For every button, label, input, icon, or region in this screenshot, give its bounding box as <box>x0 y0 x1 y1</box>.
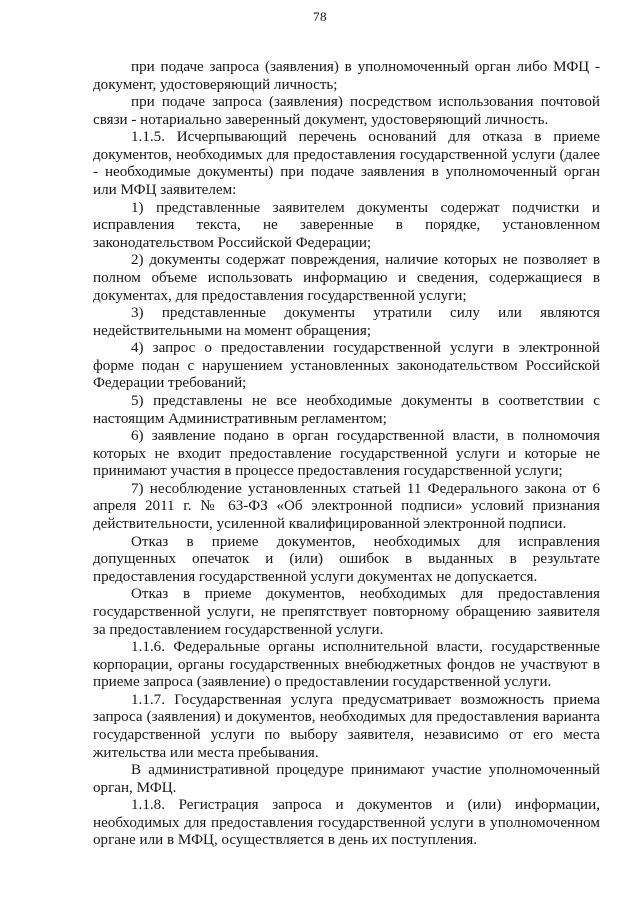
list-item-3: 3) представленные документы утратили силу или являются недействительными на момент обращения; <box>93 305 600 339</box>
paragraph-participants: В административной процедуре принимают участие уполномоченный орган, МФЦ. <box>93 762 600 796</box>
list-item-1: 1) представленные заявителем документы содержат подчистки и исправления текста, не заверенные в порядке, установленном законодательством Российской Федерации; <box>93 199 600 251</box>
paragraph-section-1-1-8: 1.1.8. Регистрация запроса и документов и (или) информации, необходимых для предоставления государственной услуги в уполномоченном органе или в МФЦ, осуществляется в день их поступления. <box>93 797 600 849</box>
list-item-5: 5) представлены не все необходимые документы в соответствии с настоящим Административным регламентом; <box>93 392 600 427</box>
list-item-7: 7) несоблюдение установленных статьей 11 Федерального закона от 6 апреля 2011 г. № 63-ФЗ «Об электронной подписи» условий признания действительности, усиленной квалифицированной электронной подписи. <box>93 480 600 533</box>
page-number: 78 <box>313 9 327 24</box>
paragraph-identity-document-mail: при подаче запроса (заявления) посредством использования почтовой связи - нотариально заверенный документ, удостоверяющий личность. <box>93 94 600 128</box>
paragraph-refusal-corrections: Отказ в приеме документов, необходимых для исправления допущенных опечаток и (или) ошибок в выданных в результате предоставления государственной услуги документах не допускается. <box>93 533 600 585</box>
list-item-4: 4) запрос о предоставлении государственной услуги в электронной форме подан с нарушением установленных законодательством Российской Федерации требований; <box>93 340 600 392</box>
paragraph-refusal-reapply: Отказ в приеме документов, необходимых для предоставления государственной услуги, не препятствует повторному обращению заявителя за предоставлением государственной услуги. <box>93 586 600 638</box>
paragraph-section-1-1-7: 1.1.7. Государственная услуга предусматривает возможность приема запроса (заявления) и документов, необходимых для предоставления варианта государственной услуги по выбору заявителя, независимо от его места жительства или места пребывания. <box>93 691 600 761</box>
document-body <box>93 59 600 850</box>
list-item-2: 2) документы содержат повреждения, наличие которых не позволяет в полном объеме использовать информацию и сведения, содержащиеся в документах, для предоставления государственной услуги; <box>93 252 600 304</box>
list-item-6: 6) заявление подано в орган государственной власти, в полномочия которых не входит предоставление государственной услуги и которые не принимают участия в процессе предоставления государственной услуги; <box>93 428 600 480</box>
paragraph-section-1-1-6: 1.1.6. Федеральные органы исполнительной власти, государственные корпорации, органы государственных внебюджетных фондов не участвуют в приеме запроса (заявление) о предоставлении государственной услуги. <box>93 639 600 691</box>
paragraph-section-1-1-5: 1.1.5. Исчерпывающий перечень оснований для отказа в приеме документов, необходимых для предоставления государственной услуги (далее - необходимые документы) при подаче заявления в уполномоченный орган или МФЦ заявителем: <box>93 129 600 199</box>
paragraph-identity-document-office: при подаче запроса (заявления) в уполномоченный орган либо МФЦ - документ, удостоверяющий личность; <box>93 59 600 93</box>
